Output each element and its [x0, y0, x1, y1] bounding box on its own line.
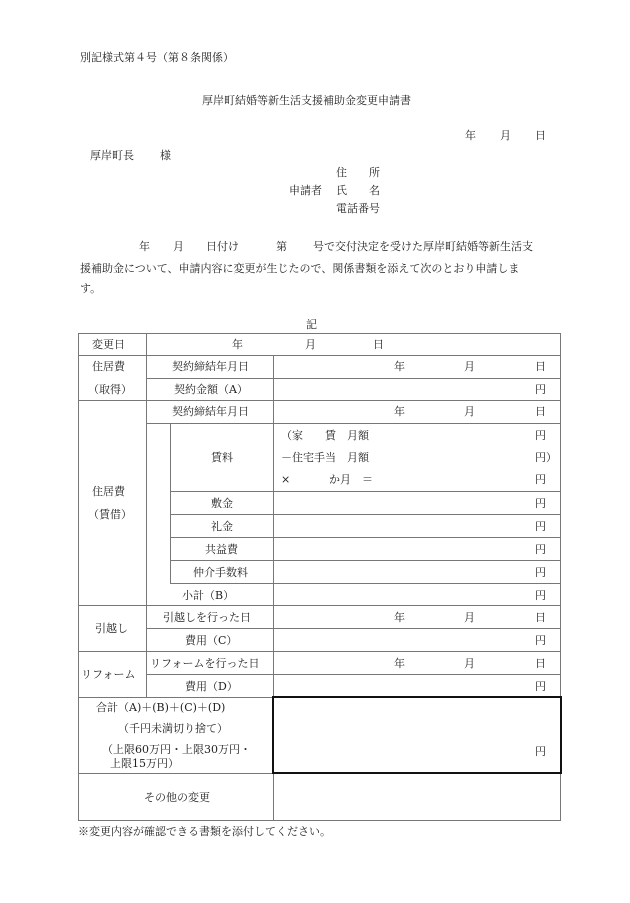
key-money-label: 礼金: [211, 520, 233, 533]
rent-line1: （家 賃 月額: [281, 429, 369, 442]
addressee: 厚岸町長: [90, 149, 134, 162]
total-amount-box[interactable]: [272, 696, 562, 774]
total-label-line1: 合計（A)＋(B)＋(C)＋(D): [96, 701, 226, 714]
reform-cost-unit: 円: [535, 680, 546, 693]
rental-contract-day: 日: [535, 405, 546, 418]
key-money-unit: 円: [535, 520, 546, 533]
moving-cost-label: 費用（C）: [185, 634, 238, 647]
moving-cost-unit: 円: [535, 634, 546, 647]
moving-date-label: 引越しを行った日: [163, 611, 251, 624]
change-date-month: 月: [305, 338, 316, 351]
date-day-label: 日: [535, 129, 546, 142]
total-label-line3: （上限60万円・上限30万円・: [102, 743, 251, 756]
moving-label: 引越し: [95, 622, 128, 635]
acquisition-label: 住居費: [92, 360, 125, 373]
common-fee-unit: 円: [535, 543, 546, 556]
reform-year: 年: [394, 657, 405, 670]
deposit-unit: 円: [535, 497, 546, 510]
rent-line3-months: か月 ＝: [329, 473, 373, 486]
total-unit: 円: [535, 745, 546, 758]
moving-year: 年: [394, 611, 405, 624]
acquisition-contract-year: 年: [394, 360, 405, 373]
acquisition-contract-date-label: 契約締結年月日: [172, 360, 249, 373]
reform-day: 日: [535, 657, 546, 670]
reform-month: 月: [464, 657, 475, 670]
subtotal-b-label: 小計（B）: [182, 589, 235, 602]
reform-date-label: リフォームを行った日: [150, 657, 260, 670]
brokerage-fee-label: 仲介手数料: [193, 566, 248, 579]
other-changes-label: その他の変更: [144, 791, 210, 804]
total-label-line2: （千円未満切り捨て）: [118, 722, 228, 735]
moving-month: 月: [464, 611, 475, 624]
rent-line3-multiply: ×: [281, 473, 291, 486]
date-month-label: 月: [500, 129, 511, 142]
form-number: 別記様式第４号（第８条関係）: [80, 51, 234, 64]
body-line1-rest: 号で交付決定を受けた厚岸町結婚等新生活支: [313, 240, 533, 253]
change-date-label: 変更日: [92, 338, 125, 351]
body-line2: 援補助金について、申請内容に変更が生じたので、関係書類を添えて次のとおり申請しま: [80, 262, 520, 275]
moving-day: 日: [535, 611, 546, 624]
applicant-label: 申請者: [289, 184, 322, 197]
footnote: ※変更内容が確認できる書類を添付してください。: [78, 825, 331, 838]
rent-line3-unit: 円: [535, 473, 546, 486]
document-title: 厚岸町結婚等新生活支援補助金変更申請書: [202, 94, 411, 107]
rental-contract-date-label: 契約締結年月日: [172, 405, 249, 418]
applicant-address-label: 住 所: [336, 166, 380, 179]
acquisition-contract-day: 日: [535, 360, 546, 373]
ki-heading: 記: [306, 318, 317, 331]
body-month: 月: [173, 240, 184, 253]
acquisition-amount-unit: 円: [535, 383, 546, 396]
applicant-phone-label: 電話番号: [336, 202, 380, 215]
honorific: 様: [160, 149, 171, 162]
body-day-suffix: 日付け: [206, 240, 239, 253]
change-date-day: 日: [373, 338, 384, 351]
other-changes-field[interactable]: [274, 774, 560, 820]
rental-sublabel: （賃借）: [88, 508, 132, 521]
common-fee-label: 共益費: [205, 543, 238, 556]
rental-label: 住居費: [92, 485, 125, 498]
date-year-label: 年: [465, 129, 476, 142]
change-date-year: 年: [232, 338, 243, 351]
reform-label: リフォーム: [81, 668, 136, 681]
rent-line2: －住宅手当 月額: [281, 451, 369, 464]
rent-line1-unit: 円: [535, 429, 546, 442]
subtotal-b-unit: 円: [535, 589, 546, 602]
applicant-name-label: 氏 名: [336, 184, 380, 197]
body-year: 年: [139, 240, 150, 253]
rental-contract-year: 年: [394, 405, 405, 418]
change-application-table: [78, 333, 560, 820]
body-dai: 第: [276, 240, 287, 253]
total-label-line4: 上限15万円）: [110, 757, 179, 770]
rent-line2-unit: 円）: [535, 451, 557, 464]
reform-cost-label: 費用（D）: [185, 680, 238, 693]
rental-contract-month: 月: [464, 405, 475, 418]
body-line3: す。: [80, 282, 102, 295]
rent-label: 賃料: [211, 451, 233, 464]
acquisition-sublabel: （取得）: [88, 383, 132, 396]
acquisition-amount-label: 契約金額（A）: [174, 383, 248, 396]
brokerage-fee-unit: 円: [535, 566, 546, 579]
acquisition-contract-month: 月: [464, 360, 475, 373]
deposit-label: 敷金: [211, 497, 233, 510]
